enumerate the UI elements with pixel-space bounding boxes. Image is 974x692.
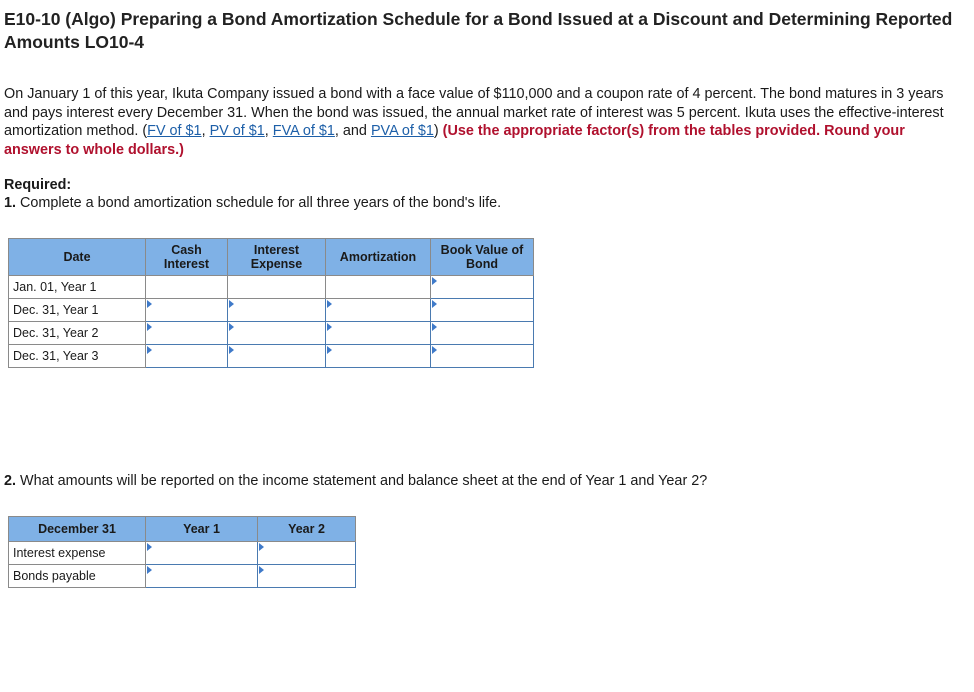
book-value-year0-input[interactable] [431, 276, 533, 298]
interest-expense-report-year2-cell [258, 542, 356, 565]
cash-interest-year1-cell [146, 299, 228, 322]
col-date: Date [9, 239, 146, 276]
row-label: Jan. 01, Year 1 [9, 276, 146, 299]
table-row [9, 345, 534, 368]
input-marker-icon [432, 277, 437, 285]
amortization-year2-cell [326, 322, 431, 345]
input-marker-icon [432, 300, 437, 308]
book-value-year1-cell [431, 299, 534, 322]
book-value-year2-cell [431, 322, 534, 345]
col-cash-interest: Cash Interest [146, 239, 228, 276]
table-row [9, 565, 356, 588]
table-row [9, 276, 534, 299]
input-marker-icon [259, 543, 264, 551]
bonds-payable-report-year1-cell [146, 565, 258, 588]
blank-cell [146, 276, 228, 299]
interest-expense-year1-input[interactable] [228, 299, 325, 321]
interest-expense-year2-cell [228, 322, 326, 345]
cash-interest-year3-input[interactable] [146, 345, 227, 367]
interest-expense-report-year1-cell [146, 542, 258, 565]
input-marker-icon [147, 323, 152, 331]
input-marker-icon [147, 566, 152, 574]
bonds-payable-report-year1-input[interactable] [146, 565, 257, 587]
fv-of-1-link[interactable]: FV of $1 [147, 123, 202, 139]
input-marker-icon [229, 323, 234, 331]
table-row [9, 542, 356, 565]
fva-of-1-link[interactable]: FVA of $1 [272, 123, 335, 139]
rounding-instruction: (Use the appropriate factor(s) from the tables provided. Round your answers to whole dollars.) [4, 123, 905, 158]
col-december-31: December 31 [9, 517, 146, 542]
interest-expense-year1-cell [228, 299, 326, 322]
table-row [9, 322, 534, 345]
interest-expense-year3-input[interactable] [228, 345, 325, 367]
book-value-year1-input[interactable] [431, 299, 533, 321]
col-book-value: Book Value of Bond [431, 239, 534, 276]
input-marker-icon [432, 346, 437, 354]
input-marker-icon [229, 300, 234, 308]
amortization-year1-input[interactable] [326, 299, 430, 321]
amortization-year1-cell [326, 299, 431, 322]
row-label: Bonds payable [9, 565, 146, 588]
interest-expense-report-year2-input[interactable] [258, 542, 355, 564]
book-value-year3-cell [431, 345, 534, 368]
table-header-row [9, 239, 534, 276]
row-label: Dec. 31, Year 2 [9, 322, 146, 345]
input-marker-icon [327, 300, 332, 308]
cash-interest-year1-input[interactable] [146, 299, 227, 321]
input-marker-icon [327, 346, 332, 354]
input-marker-icon [229, 346, 234, 354]
amortization-schedule-table [8, 238, 534, 368]
blank-cell [326, 276, 431, 299]
reported-amounts-table [8, 516, 356, 588]
col-year-2: Year 2 [258, 517, 356, 542]
requirement-2: 2. What amounts will be reported on the income statement and balance sheet at the end of Year 1 and Year 2? [4, 473, 708, 489]
interest-expense-year3-cell [228, 345, 326, 368]
amortization-year3-cell [326, 345, 431, 368]
intro-text: On January 1 of this year, Ikuta Company issued a bond with a face value of $110,000 and a coupon rate of 4 percent. The bond matures in 3 years and pays interest every December 31. When the bond was issued, the annual market rate of interest was 5 percent. Ikuta uses the effective-interest amortization method. ( [4, 86, 944, 139]
table-row [9, 299, 534, 322]
pv-of-1-link[interactable]: PV of $1 [209, 123, 265, 139]
problem-title: E10-10 (Algo) Preparing a Bond Amortization Schedule for a Bond Issued at a Discount and Determining Reported Amounts LO10-4 [4, 9, 953, 52]
interest-expense-year2-input[interactable] [228, 322, 325, 344]
bonds-payable-report-year2-input[interactable] [258, 565, 355, 587]
col-year-1: Year 1 [146, 517, 258, 542]
input-marker-icon [147, 543, 152, 551]
col-interest-expense: Interest Expense [228, 239, 326, 276]
book-value-year0-cell [431, 276, 534, 299]
requirement-1: 1. Complete a bond amortization schedule for all three years of the bond's life. [4, 195, 502, 211]
book-value-year3-input[interactable] [431, 345, 533, 367]
book-value-year2-input[interactable] [431, 322, 533, 344]
input-marker-icon [147, 346, 152, 354]
row-label: Dec. 31, Year 1 [9, 299, 146, 322]
row-label: Dec. 31, Year 3 [9, 345, 146, 368]
input-marker-icon [147, 300, 152, 308]
blank-cell [228, 276, 326, 299]
input-marker-icon [432, 323, 437, 331]
problem-intro: On January 1 of this year, Ikuta Company issued a bond with a face value of $110,000 and a coupon rate of 4 percent. The bond matures in 3 years and pays interest every December 31. When the bond was issued, the annual market rate of interest was 5 percent. Ikuta uses the effective-interest amortization method. (FV of $1, PV of $1, FVA of $1, and PVA of $1) (Use the appropriate factor(s) from the tables provided. Round your answers to whole dollars.) [4, 86, 944, 158]
amortization-year2-input[interactable] [326, 322, 430, 344]
row-label: Interest expense [9, 542, 146, 565]
amortization-year3-input[interactable] [326, 345, 430, 367]
input-marker-icon [327, 323, 332, 331]
pva-of-1-link[interactable]: PVA of $1 [370, 123, 434, 139]
interest-expense-report-year1-input[interactable] [146, 542, 257, 564]
bonds-payable-report-year2-cell [258, 565, 356, 588]
required-label: Required: [4, 177, 72, 193]
cash-interest-year2-cell [146, 322, 228, 345]
table-header-row [9, 517, 356, 542]
cash-interest-year3-cell [146, 345, 228, 368]
input-marker-icon [259, 566, 264, 574]
col-amortization: Amortization [326, 239, 431, 276]
cash-interest-year2-input[interactable] [146, 322, 227, 344]
